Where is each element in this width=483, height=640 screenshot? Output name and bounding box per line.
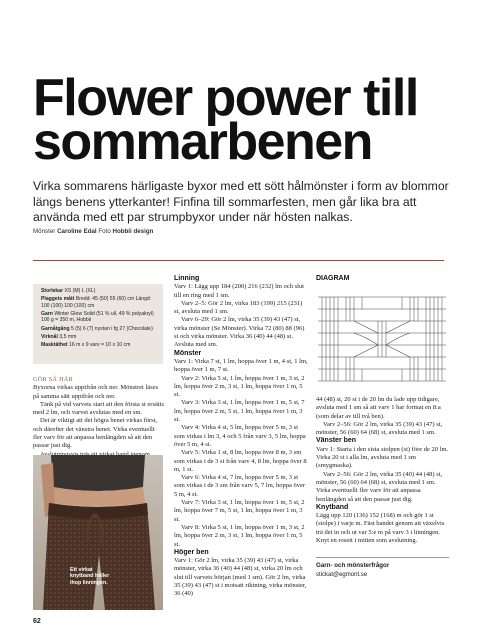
- vanster-ben-paragraph: Varv 2–56: Gör 2 lm, virka 35 (40) 44 (48) st, mönster, 56 (60) 64 (68) st, avsluta med 1 sm. Virka eventuellt fler varv för att anpassa benlängden så att den passar just dig.: [316, 470, 443, 503]
- designer-name: Caroline Edal: [57, 228, 97, 235]
- contact-heading: Garn- och mönsterfrågor: [316, 562, 390, 570]
- monster-paragraph: Varv 5: Virka 1 st, 8 lm, hoppa över 8 m, 3 sm som virkas i de 3 st från varv 4, 8 lm, hoppa över 8 m, 1 st.: [174, 449, 307, 473]
- pattern-info-box: [33, 284, 163, 364]
- monster-paragraph: Varv 3: Virka 3 st, 1 lm, hoppa över 1 m, 5 st, 7 lm, hoppa över 2 m, 5 st, 1 lm, hoppa över 1 m, 3 st.: [174, 399, 305, 424]
- monster-paragraph: Varv 8: Virka 5 st, 1 lm, hoppa över 1 m, 3 st, 2 lm, hoppa över 2 m, 3 st, 1 lm, hoppa över 1 m, 5 st.: [174, 523, 305, 548]
- info-yarn: Garn Winter Glow Solid (51 % ull, 49 % polyakryl) 100 g = 350 m, Hobbii: [41, 310, 154, 324]
- photo-label: Foto: [98, 228, 111, 235]
- right-instructions-column: [316, 396, 449, 579]
- crochet-pants-illustration: [33, 455, 163, 610]
- monster-paragraph: Varv 1: Virka 7 st, 1 lm, hoppa över 1 m, 4 st, 1 lm, hoppa över 1 m, 7 st.: [174, 357, 308, 374]
- monster-paragraph: Varv 2: Virka 5 st, 1 lm, hoppa över 1 m, 3 st, 2 lm, hoppa över 2 m, 3 st, 1 lm, hoppa över 1 m, 5 st.: [174, 374, 305, 399]
- right-paragraph: 44 (48) st, 20 st i de 20 lm du lade upp tidigare, avsluta med 1 sm så att varv 1 har format en 8:a (som delar av till två ben).: [316, 396, 441, 420]
- crochet-diagram: [316, 287, 448, 387]
- monster-paragraph: Varv 4: Virka 4 st, 5 lm, hoppa över 5 m, 3 st som virkas i lm 3, 4 och 5 från varv 3, 5 lm, hoppa över 5 m, 4 st.: [174, 424, 306, 448]
- model-photo: [33, 455, 163, 610]
- photo-caption: Ett virkat knytband håller ihop linningen.: [70, 567, 110, 586]
- monster-paragraph: Varv 7: Virka 3 st, 1 lm, hoppa över 1 m, 5 st, 2 lm, hoppa över 7 m, 5 st, 1 lm, hoppa över 1 m, 3 st.: [174, 499, 305, 523]
- howto-paragraph: Byxorna virkas uppifrån och ner. Mönstret läses på samma sätt uppifrån och ner.: [33, 384, 159, 400]
- info-sizes: Storlekar XS (M) L (XL): [41, 288, 96, 294]
- linning-paragraph: Varv 2–5: Gör 2 lm, virka 183 (199) 215 (231) st, avsluta med 1 sm.: [174, 299, 303, 316]
- linning-heading: Linning: [174, 275, 200, 282]
- hoger-ben-paragraph: Varv 1: Gör 2 lm, virka 35 (39) 43 (47) st, virka mönster, virka 36 (40) 44 (48) st, virka 20 lm och slut till varvets början (med 1 sm). Gör 2 lm, virka 35 (39) 43 (47) st i motsatt riktning, virka mönster, 36 (40): [174, 557, 307, 598]
- instructions-column: [174, 275, 308, 599]
- knytband-paragraph: Lägg upp 120 (136) 152 (168) m och gör 1 st (stolpe) i varje m. Fäst bandet genom att växelvis trä det in och ut var 5:e m på varv 3 i linningen. Knyt en rosett i mitten som avslutning.: [316, 512, 445, 545]
- info-yarn-amount: Garnåtgång 5 (5) 6 (7) nystan i fg 27 (Chocolate): [41, 325, 153, 332]
- article-title: Flower power till sommarbenen: [33, 69, 418, 171]
- right-paragraph: Varv 2–56: Gör 2 lm, virka 35 (39) 43 (47) st, mönster, 56 (60) 64 (68) st, avsluta med 1 sm.: [316, 420, 443, 437]
- article-lead: Virka sommarens härligaste byxor med ett sött hålmönster i form av blommor längs benens ytterkanter! Finfina till sommarfesten, men går lika bra att använda med ett par strumpbyxor under när hösten nalkas.: [33, 179, 449, 224]
- monster-paragraph: Varv 6: Virka 4 st, 7 lm, hoppa över 5 m, 3 st som virkas i de 3 sm från varv 5, 7 lm, hoppa över 5 m, 4 st.: [174, 474, 306, 498]
- section-divider: [33, 260, 444, 261]
- contact-box: [316, 557, 449, 579]
- howto-column: [33, 376, 164, 467]
- stitch-chart-graphic: [316, 287, 448, 387]
- hoger-ben-heading: Höger ben: [174, 548, 209, 556]
- howto-paragraph: Det är viktigt att det högra benet virkas först, och därefter det vänstra benet. Virka eventuellt fler varv för att anpassa benlängden så att den passar just dig.: [33, 417, 158, 450]
- photographer-name: Hobbii design: [112, 228, 154, 235]
- article-credits: [33, 228, 153, 235]
- info-measurements: Plaggets mått Bredd: 45 (50) 55 (60) cm Längd: 100 (100) 100 (100) cm: [41, 296, 152, 309]
- linning-paragraph: Varv 6–29: Gör 2 lm, virka 35 (39) 43 (47) st, virka mönster (Se Mönster). Virka 72 (80) 88 (96) st och virka mönster. Virka 36 (40) 44 (48) st. Avsluta med sm.: [174, 316, 305, 349]
- howto-paragraph: Tänk på vid varvets start att den första st ersätts med 2 lm, och varvet avslutas med en sm.: [33, 400, 165, 417]
- vanster-ben-heading: Vänster ben: [316, 437, 357, 445]
- knytband-heading: Knytband: [316, 503, 349, 511]
- pattern-label: Mönster: [33, 228, 56, 235]
- info-hook: Virknål 3,5 mm: [41, 333, 77, 340]
- contact-email: stickat@egmont.se: [316, 571, 368, 578]
- page-number: 62: [33, 618, 41, 625]
- info-gauge: Masktäthet 16 m x 9 varv = 10 x 10 cm: [41, 342, 131, 349]
- monster-heading: Mönster: [174, 349, 202, 357]
- howto-heading: GÖR SÅ HÄR: [33, 377, 74, 383]
- diagram-heading: DIAGRAM: [316, 275, 350, 282]
- linning-paragraph: Varv 1: Lägg upp 184 (200) 216 (232) lm och slut till en ring med 1 sm.: [174, 283, 304, 299]
- vanster-ben-paragraph: Varv 1: Starta i den sista stolpen (st) före de 20 lm. Virka 20 st i alla lm, avsluta med 1 sm (smygmaska).: [316, 445, 449, 470]
